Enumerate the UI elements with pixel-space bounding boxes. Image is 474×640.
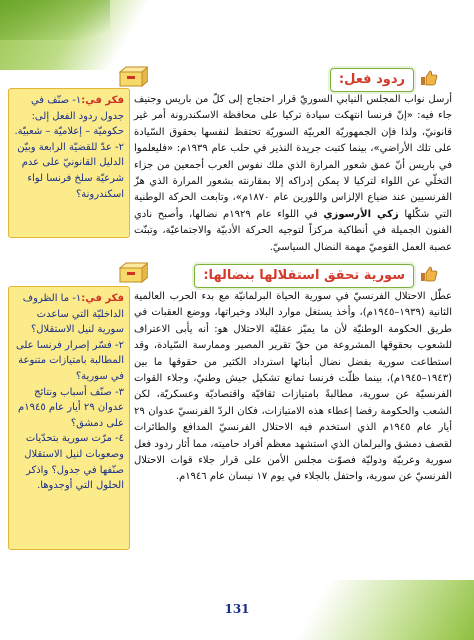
- section1-paragraph: [134, 92, 452, 256]
- think-box-item: ٣- صنّف أسباب ونتائج عدوان ٢٩ أيار عام ١٩٤٥م على دمشق؟: [18, 386, 124, 429]
- paragraph-text: أرسل نواب المجلس النيابي السوريّ قرار احتجاج إلى كلّ من باريس وجنيف جاء فيه: «إنّ فرنسا انتهكت سيادة تركيا على محافظة الاسكندرونة أمر غير قانونيّ، ولذا فإن الجمهوريّة العربيّة السوريّة تحتفظ لنفسها بحقوق السّيادة على تلك الأراضي»، بينما كتبت جريدة النذير في حلب عام ١٩٣٩م: «فليعلموا في باريس أنّ عمق شعور المرارة الذي ملك نفوس العرب أجمعين من جزاء التخلّي عن اللواء لتركيا لا يمكن إدراكه إلا بمقارنته بشعور المرارة الذي هزّ الفرنسيين عند ضياع الإلزاس واللورين عام ١٨٧٠م»، وتابعت الحركة الوطنية التي شكّلها: [134, 94, 453, 220]
- paragraph-tail: في اللواء عام ١٩٢٩م نضالها، وأصبح نادي الفنون الجميلة في أنطاكية مركزاً لتوجيه الحركة الأدبيّة والاجتماعيّة، وتبنّت عصبة العمل القوميّ مهمة النضال السياسيّ.: [134, 208, 452, 253]
- think-box-label: فكر في:: [81, 293, 124, 304]
- think-box-line: [14, 291, 124, 338]
- page-number: 131: [224, 602, 250, 616]
- box-tab-icon: [118, 262, 148, 284]
- think-box-item: ١- ما الظروف الداخليّة التي ساعدت سورية لنيل الاستقلال؟: [22, 293, 124, 336]
- think-box-1: [8, 88, 130, 238]
- think-box-2: [8, 286, 130, 550]
- corner-decoration-top-dark: [0, 0, 110, 40]
- section2-body: [134, 289, 452, 486]
- bold-name: زكي الأرسوزي: [323, 208, 399, 220]
- think-box-label: فكر في:: [81, 95, 124, 106]
- box-tab-icon: [118, 66, 148, 88]
- think-box-line: [14, 93, 124, 140]
- section2-paragraph: عطّل الاحتلال الفرنسيّ في سورية الحياة البرلمانيّة مع بدء الحرب العالمية الثانية (١٩٣٩–١٩٤٥م)، وأخذ يستغل موارد البلاد وخيراتها، ووضع العقبات في طريق الحكومة الوطنيّة لأن ما يميّز عقليّة الاحتلال هو: أنه يأبى الاعتراف للشعوب بحقوقها المشروعة من حقّ تقرير المصير وممارسة السّيادة، وقد استطاعت سورية بفضل نضال أبنائها استرداد الكثير من حقوقها ما بين (١٩٤٣–١٩٤٥م)، بينما ظلّت فرنسا تمانع تشكيل جيش وطنيّ، وجلاء القوات الفرنسيّة عن سورية، مطالبةً بامتيازات ثقافيّة واقتصاديّة وعسكريّة، لكن الشعب والحكومة رفضا إعطاء هذه الامتيازات، فكان الردّ الفرنسيّ عدوان ٢٩ أيار عام ١٩٤٥م الذي استخدم فيه الاحتلال الفرنسيّ المدافع والطائرات لقصف دمشق والبرلمان الذي استشهد معظم أفراد حاميته، مما أثار ردود فعل سورية وعربيّة ودوليّة فصوّت مجلس الأمن على قرار جلاء قوات الاحتلال الفرنسيّ عن سورية، واحتفل بالجلاء في يوم ١٧ نيسان عام ١٩٤٦م.: [134, 291, 452, 483]
- think-box-item: ٢- عدّ للقضيّة الرابعة وبيّن الدليل القانونيّ على عدم شرعيّة سلخ فرنسا لواء اسكندرونة؟: [17, 141, 124, 200]
- think-box-item: ١- صنّف في جدول ردود الفعل إلى: حكوميّة – إعلاميّة – شعبيّة.: [14, 95, 124, 138]
- section-heading-reactions: ردود فعل:: [330, 68, 414, 92]
- thumbs-up-icon: [420, 70, 438, 86]
- section-heading-independence: سورية تحقق استقلالها بنضالها:: [194, 264, 414, 288]
- think-box-item: ٤- مرّت سورية بتحدّيات وصعوبات لنيل الاستقلال صنّفها في جدول؟ واذكر الحلول التي أوجدوها.: [24, 433, 124, 492]
- thumbs-up-icon: [420, 266, 438, 282]
- think-box-item: ٢- فسّر إصرار فرنسا على المطالبة بامتيازات متنوعة في سورية؟: [16, 339, 124, 382]
- section1-body: [134, 92, 452, 256]
